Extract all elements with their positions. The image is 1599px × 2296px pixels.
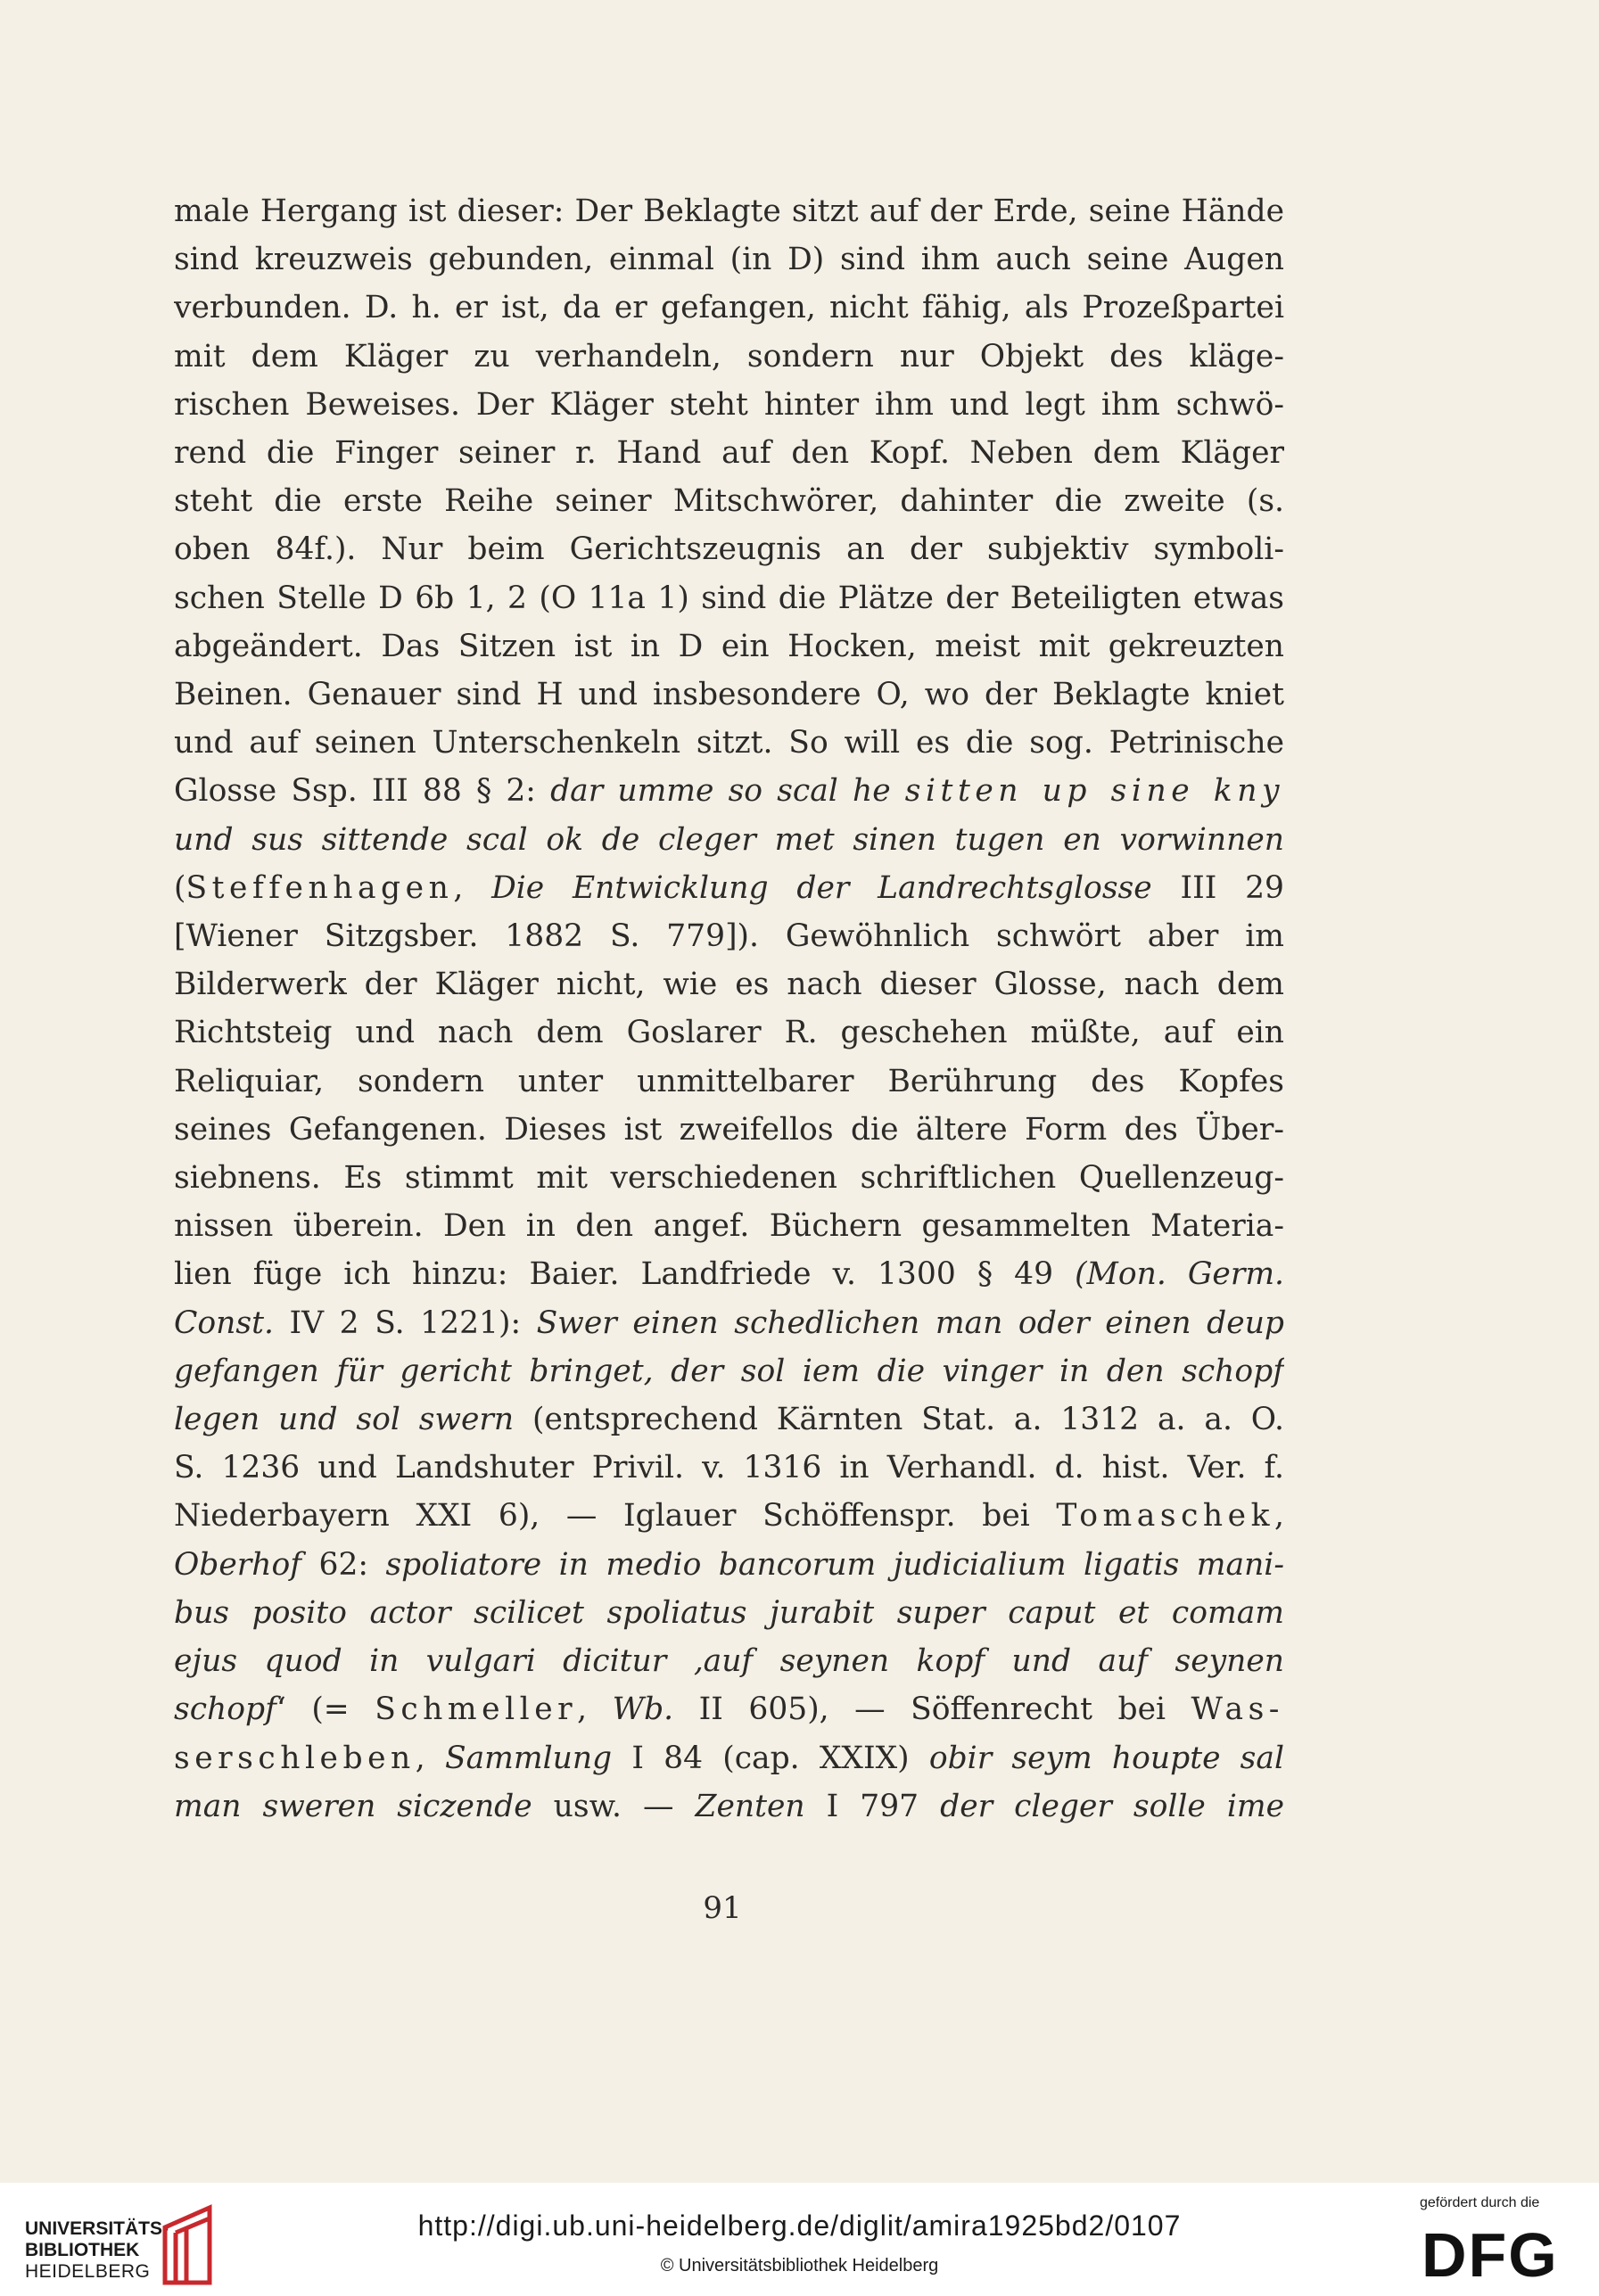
text-segment: male Hergang ist dieser: Der Beklagte sitzt auf der Erde, seine Hände — [174, 193, 1284, 229]
text-line — [174, 525, 1284, 573]
text-segment: , — [415, 1740, 445, 1776]
text-segment: ( — [174, 869, 186, 906]
text-segment: schen Stelle D 6b 1, 2 (O 11a 1) sind die Plätze der Beteiligten etwas — [174, 580, 1284, 616]
text-line — [174, 767, 1284, 815]
italic-text: und sus sittende scal ok de cleger met sinen tugen en vorwinnen — [174, 821, 1284, 858]
library-name-line-1: UNIVERSITÄTS- — [25, 2218, 169, 2239]
text-segment: Tomaschek — [1056, 1498, 1275, 1535]
text-segment: [Wiener Sitzgsber. 1882 S. 779]). Gewöhnlich schwört aber im — [174, 918, 1284, 955]
text-segment: Niederbayern XXI 6), — Iglauer Schöffenspr. bei — [174, 1498, 1057, 1535]
italic-text: man sweren siczende — [174, 1788, 532, 1824]
dfg-logo-icon: DFG — [1422, 2220, 1559, 2290]
text-segment: II 605), — Söffenrecht bei — [673, 1691, 1191, 1728]
text-line — [174, 187, 1284, 235]
text-segment: Richtsteig und nach dem Goslarer R. geschehen müßte, auf ein — [174, 1015, 1284, 1051]
text-line — [174, 1734, 1284, 1782]
text-segment: und auf seinen Unterschenkeln sitzt. So will es die sog. Petrinische — [174, 725, 1284, 761]
italic-text: sitten up sine kny — [904, 773, 1284, 810]
text-line — [174, 1444, 1284, 1492]
text-segment: III 29 — [1151, 869, 1284, 906]
italic-text: (Mon. Germ. — [1075, 1256, 1284, 1293]
text-segment: seines Gefangenen. Dieses ist zweifellos die ältere Form des Über- — [174, 1111, 1284, 1148]
text-segment: 62: — [301, 1546, 386, 1583]
text-segment: abgeändert. Das Sitzen ist in D ein Hocken, meist mit gekreuzten — [174, 628, 1284, 664]
italic-text: gefangen für gericht bringet, der sol iem die vinger in den schopf — [174, 1353, 1284, 1389]
library-name-line-2: BIBLIOTHEK — [25, 2240, 140, 2260]
text-line — [174, 960, 1284, 1008]
source-url-link[interactable]: http://digi.ub.uni-heidelberg.de/diglit/amira1925bd2/0107 — [417, 2210, 1182, 2242]
italic-text: Swer einen schedlichen man oder einen deup — [536, 1304, 1284, 1341]
text-line — [174, 574, 1284, 622]
text-segment: ‘ (= — [276, 1691, 375, 1728]
text-line — [174, 284, 1284, 332]
text-line — [174, 477, 1284, 525]
text-line — [174, 1250, 1284, 1298]
text-segment: Steffenhagen — [185, 869, 454, 906]
italic-text: bus posito actor scilicet spoliatus jurabit super caput et comam — [174, 1594, 1284, 1631]
text-line — [174, 816, 1284, 864]
italic-text: spoliatore in medio bancorum judicialium ligatis mani- — [385, 1546, 1284, 1583]
text-line — [174, 1637, 1284, 1685]
text-segment: rischen Beweises. Der Kläger steht hinter ihm und legt ihm schwö- — [174, 386, 1284, 423]
text-segment: , — [1274, 1498, 1284, 1535]
italic-text: Zenten — [695, 1788, 805, 1824]
text-line — [174, 429, 1284, 477]
text-line — [174, 1782, 1284, 1831]
text-line — [174, 1106, 1284, 1154]
italic-text: der cleger solle ime — [940, 1788, 1284, 1824]
italic-text: dar umme so scal he — [550, 773, 905, 810]
text-line — [174, 235, 1284, 284]
text-segment: Glosse Ssp. III 88 § 2: — [174, 773, 551, 810]
italic-text: Oberhof — [174, 1546, 302, 1583]
text-segment: I 84 (cap. XXIX) — [612, 1740, 929, 1776]
text-line — [174, 1492, 1284, 1540]
italic-text: obir seym houpte sal — [928, 1740, 1284, 1776]
text-segment: rend die Finger seiner r. Hand auf den Kopf. Neben dem Kläger — [174, 435, 1284, 472]
text-line — [174, 381, 1284, 429]
text-segment: , — [453, 869, 492, 906]
text-segment: verbunden. D. h. er ist, da er gefangen, nicht fähig, als Prozeßpartei — [174, 290, 1284, 326]
text-segment: mit dem Kläger zu verhandeln, sondern nur Objekt des kläge- — [174, 338, 1284, 374]
text-segment: Was- — [1191, 1691, 1284, 1728]
text-segment: usw. — — [532, 1788, 696, 1824]
text-segment: , — [577, 1691, 613, 1728]
italic-text: Sammlung — [444, 1740, 613, 1776]
text-line — [174, 1589, 1284, 1637]
text-line — [174, 1008, 1284, 1057]
text-segment: steht die erste Reihe seiner Mitschwörer, dahinter die zweite (s. — [174, 483, 1284, 520]
text-segment: sind kreuzweis gebunden, einmal (in D) sind ihm auch seine Augen — [174, 242, 1284, 278]
text-segment: lien füge ich hinzu: Baier. Landfriede v. 1300 § 49 — [174, 1256, 1076, 1293]
text-segment: I 797 — [804, 1788, 941, 1824]
text-segment: serschleben — [174, 1740, 416, 1776]
text-segment: nissen überein. Den in den angef. Büchern gesammelten Materia- — [174, 1208, 1284, 1245]
copyright-notice: © Universitätsbibliothek Heidelberg — [660, 2256, 939, 2275]
text-segment: Bilderwerk der Kläger nicht, wie es nach dieser Glosse, nach dem — [174, 967, 1284, 1003]
italic-text: Wb. — [612, 1691, 674, 1728]
text-line — [174, 1154, 1284, 1202]
page-number: 91 — [703, 1890, 742, 1926]
text-line — [174, 912, 1284, 960]
text-line — [174, 1541, 1284, 1589]
text-segment: oben 84f.). Nur beim Gerichtszeugnis an der subjektiv symboli- — [174, 531, 1284, 568]
text-line — [174, 1395, 1284, 1444]
text-segment: Reliquiar, sondern unter unmittelbarer Berührung des Kopfes — [174, 1063, 1284, 1099]
text-segment: Beinen. Genauer sind H und insbesondere O, wo der Beklagte kniet — [174, 677, 1284, 713]
text-line — [174, 864, 1284, 912]
text-line — [174, 1202, 1284, 1250]
text-segment: Schmeller — [375, 1691, 578, 1728]
text-line — [174, 1057, 1284, 1106]
text-segment: S. 1236 und Landshuter Privil. v. 1316 in Verhandl. d. hist. Ver. f. — [174, 1450, 1284, 1486]
text-line — [174, 671, 1284, 719]
text-line — [174, 622, 1284, 671]
text-segment: siebnens. Es stimmt mit verschiedenen schriftlichen Quellenzeug- — [174, 1160, 1284, 1197]
text-line — [174, 1685, 1284, 1733]
text-line — [174, 719, 1284, 767]
text-segment: IV 2 S. 1221): — [273, 1304, 537, 1341]
italic-text: legen und sol swern — [174, 1402, 515, 1438]
funding-note: gefördert durch die — [1420, 2195, 1540, 2210]
italic-text: Die Entwicklung der Landrechtsglosse — [491, 869, 1152, 906]
italic-text: schopf — [174, 1691, 276, 1728]
text-line — [174, 1347, 1284, 1395]
italic-text: Const. — [174, 1304, 274, 1341]
text-line — [174, 333, 1284, 381]
italic-text: ejus quod in vulgari dicitur ‚auf seynen kopf und auf seynen — [174, 1643, 1284, 1680]
text-segment: (entsprechend Kärnten Stat. a. 1312 a. a. O. — [514, 1402, 1284, 1438]
body-text — [174, 187, 1284, 1831]
library-name-line-3: HEIDELBERG — [25, 2261, 151, 2282]
text-line — [174, 1299, 1284, 1347]
